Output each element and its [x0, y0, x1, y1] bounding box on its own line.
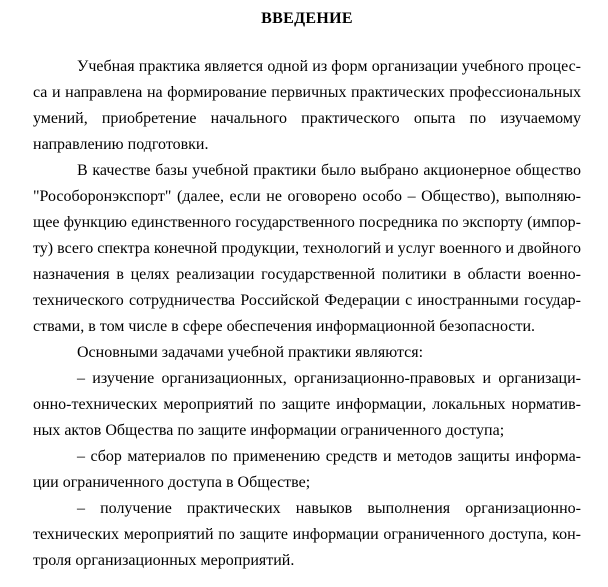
list-item-collect	[33, 444, 581, 496]
paragraph-line: назначения в целях реализации государственной политики в области военно-	[33, 266, 581, 283]
paragraph-line: ции ограниченного доступа в Обществе;	[33, 474, 311, 491]
paragraph-line: – сбор материалов по применению средств и методов защиты информа-	[77, 448, 581, 465]
document-page	[33, 8, 581, 574]
paragraph-intro	[33, 54, 581, 158]
paragraph-line: В качестве базы учебной практики было выбрано акционерное общество	[77, 162, 581, 179]
paragraph-line: умений, приобретение начального практического опыта по изучаемому	[33, 110, 581, 127]
paragraph-line: Учебная практика является одной из форм организации учебного процес-	[77, 58, 581, 75]
paragraph-line: ствами, в том числе в сфере обеспечения информационной безопасности.	[33, 318, 536, 335]
paragraph-tasks-heading	[33, 340, 581, 366]
paragraph-line: ных актов Общества по защите информации ограниченного доступа;	[33, 422, 505, 439]
paragraph-line: технических мероприятий по защите информации ограниченного доступа, кон-	[33, 526, 581, 543]
list-item-skills	[33, 496, 581, 574]
paragraph-line: – получение практических навыков выполнения организационно-	[77, 500, 581, 517]
paragraph-line: онно-технических мероприятий по защите информации, локальных норматив-	[33, 396, 581, 413]
list-item-study	[33, 366, 581, 444]
paragraph-line: са и направлена на формирование первичных практических профессиональных	[33, 84, 581, 101]
paragraph-line: троля организационных мероприятий.	[33, 552, 295, 569]
paragraph-line: ту) всего спектра конечной продукции, технологий и услуг военного и двойного	[33, 240, 581, 257]
paragraph-line: – изучение организационных, организационно-правовых и организаци-	[77, 370, 581, 387]
paragraph-line: технического сотрудничества Российской Федерации с иностранными государ-	[33, 292, 581, 309]
paragraph-line: направлению подготовки.	[33, 136, 209, 153]
page-title: ВВЕДЕНИЕ	[261, 10, 353, 27]
paragraph-line: щее функцию единственного государственного посредника по экспорту (импор-	[33, 214, 581, 231]
paragraph-line: "Рособоронэкспорт" (далее, если не оговорено особо – Общество), выполняю-	[33, 188, 581, 205]
paragraph-line: Основными задачами учебной практики являются:	[77, 344, 424, 361]
paragraph-base	[33, 158, 581, 340]
